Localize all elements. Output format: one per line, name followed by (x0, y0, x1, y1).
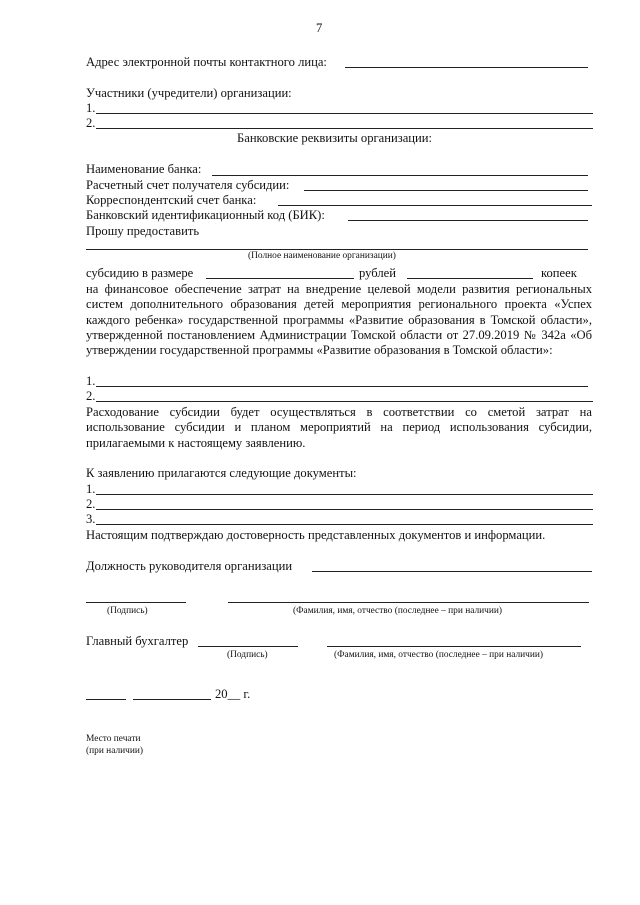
subsidy-kop-field[interactable] (407, 278, 533, 279)
founder-number: 1. (86, 101, 96, 115)
head-position-field[interactable] (312, 571, 592, 572)
accountant-label: Главный бухгалтер (86, 634, 189, 648)
purpose-number: 1. (86, 374, 96, 388)
head-fio-caption: (Фамилия, имя, отчество (последнее – при наличии) (293, 606, 503, 616)
head-signature-field[interactable] (86, 602, 186, 603)
head-fio-field[interactable] (228, 602, 589, 603)
founder-2-field[interactable] (96, 128, 593, 129)
bik-label: Банковский идентификационный код (БИК): (86, 208, 325, 222)
date-month-field[interactable] (133, 699, 211, 700)
date-day-field[interactable] (86, 699, 126, 700)
head-position-label: Должность руководителя организации (86, 559, 293, 573)
purpose-2-field[interactable] (96, 401, 593, 402)
bank-heading: Банковские реквизиты организации: (237, 131, 433, 145)
purpose-1-field[interactable] (96, 386, 588, 387)
accountant-fio-caption: (Фамилия, имя, отчество (последнее – при наличии) (334, 650, 544, 660)
account-field[interactable] (304, 190, 588, 191)
seal-label: Место печати (86, 734, 141, 744)
purpose-text: на финансовое обеспечение затрат на внедрение целевой модели развития региональных систем дополнительного образования детей мероприятия регионального проекта «Успех каждого ребенка» государственной программы «Развитие образования в Томской области», утвержденной постановлением Администрации Томской области от 27.09.2019 № 342а «Об утверждении государственной программы «Развитие образования в Томской области»: (86, 282, 592, 358)
bank-name-field[interactable] (212, 175, 588, 176)
bik-field[interactable] (348, 220, 588, 221)
head-signature-caption: (Подпись) (107, 606, 148, 616)
org-name-caption: (Полное наименование организации) (248, 251, 396, 261)
bank-name-label: Наименование банка: (86, 162, 202, 176)
request-label: Прошу предоставить (86, 224, 200, 238)
confirm-text: Настоящим подтверждаю достоверность представленных документов и информации. (86, 528, 546, 542)
attachment-2-field[interactable] (96, 509, 593, 510)
founders-label: Участники (учредители) организации: (86, 86, 292, 100)
attachment-3-field[interactable] (96, 524, 593, 525)
rub-label: рублей (359, 266, 396, 280)
email-field[interactable] (345, 67, 588, 68)
spending-text: Расходование субсидии будет осуществляться в соответствии со сметой затрат на использование субсидии и планом мероприятий на период использования субсидии, прилагаемыми к настоящему заявлению. (86, 405, 592, 450)
account-label: Расчетный счет получателя субсидии: (86, 178, 290, 192)
purpose-number: 2. (86, 389, 96, 403)
founder-1-field[interactable] (96, 113, 593, 114)
subsidy-rub-field[interactable] (206, 278, 354, 279)
kop-label: копеек (541, 266, 577, 280)
attachment-number: 2. (86, 497, 96, 511)
corr-account-field[interactable] (278, 205, 592, 206)
attachment-1-field[interactable] (96, 494, 593, 495)
date-year: 20__ г. (215, 687, 251, 701)
founder-number: 2. (86, 116, 96, 130)
subsidy-prefix: субсидию в размере (86, 266, 194, 280)
page-number: 7 (316, 21, 323, 35)
email-label: Адрес электронной почты контактного лица: (86, 55, 327, 69)
org-name-field[interactable] (86, 249, 588, 250)
attachments-label: К заявлению прилагаются следующие документы: (86, 466, 357, 480)
attachment-number: 1. (86, 482, 96, 496)
corr-account-label: Корреспондентский счет банка: (86, 193, 257, 207)
attachment-number: 3. (86, 512, 96, 526)
seal-note: (при наличии) (86, 746, 144, 756)
accountant-signature-caption: (Подпись) (227, 650, 268, 660)
accountant-fio-field[interactable] (327, 646, 581, 647)
accountant-signature-field[interactable] (198, 646, 298, 647)
